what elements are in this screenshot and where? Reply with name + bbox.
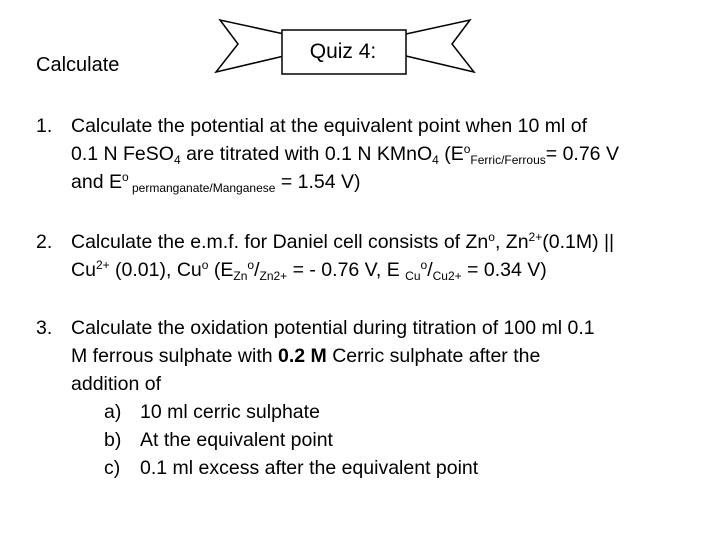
question-3	[36, 314, 706, 482]
question-line: addition of	[71, 373, 161, 395]
question-2	[36, 228, 706, 284]
question-number: 1.	[36, 115, 53, 137]
question-line: $Cu^{2+}$ (0.01), Cu$^o$ ($E_{Zn}^o/_{Zn2+}$ = - 0.76 V, E $_{Cu}^o/_{Cu2+} = 0.34$ V)	[71, 258, 547, 283]
quiz-title: Quiz 4:	[309, 40, 377, 63]
question-line: and $E^o$ $_{permanganate/Manganese}$ = 1.54 V)	[71, 170, 361, 195]
question-line: Calculate the potential at the equivalent point when 10 ml of	[71, 115, 588, 137]
calculate-label: Calculate	[36, 54, 120, 76]
question-line: Calculate the e.m.f. for Daniel cell consists of Zn$^o$, $Zn^{2+}(0.1M)$ ||	[71, 230, 615, 253]
question-number: 3.	[36, 317, 53, 339]
question-1	[36, 112, 706, 196]
question-number: 2.	[36, 231, 53, 253]
sub-item-list	[104, 398, 706, 482]
sub-item: a) 10 ml cerric sulphate	[104, 401, 320, 423]
question-line: Calculate the oxidation potential during titration of 100 ml 0.1	[71, 317, 595, 339]
sub-item: b) At the equivalent point	[104, 429, 333, 451]
question-line: M ferrous sulphate with 0.2 M Cerric sulphate after the	[71, 345, 541, 367]
question-line: 0.1 N FeSO$_4$ are titrated with 0.1 N KMnO$_4$ ($E^o_{Ferric/Ferrous}= 0.76$ V	[71, 142, 619, 167]
sub-item: c) 0.1 ml excess after the equivalent point	[104, 457, 479, 479]
